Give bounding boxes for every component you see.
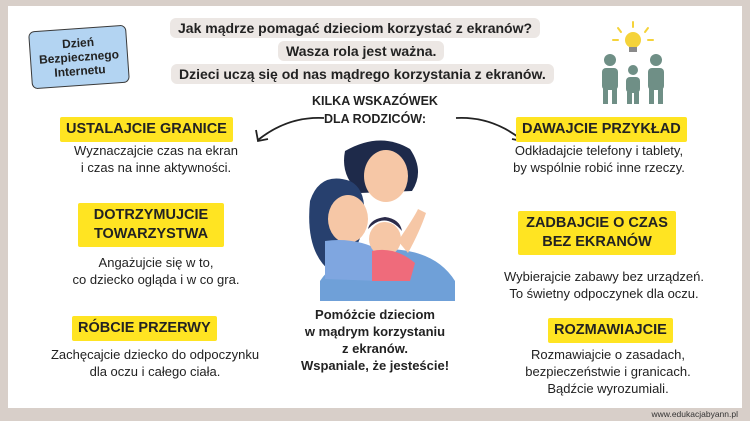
text-keep-company: Angażujcie się w to, co dziecko ogląda i w co gra. xyxy=(72,255,240,287)
header-role: Wasza rola jest ważna. xyxy=(278,41,444,61)
text-take-breaks: Zachęcajcie dziecko do odpoczynku dla oczu i całego ciała. xyxy=(50,347,260,379)
tips-title: KILKA WSKAZÓWEK DLA RODZICÓW: xyxy=(312,94,438,126)
header-learning: Dzieci uczą się od nas mądrego korzystania z ekranów. xyxy=(171,64,554,84)
heading-set-example: DAWAJCIE PRZYKŁAD xyxy=(516,117,687,142)
header-question: Jak mądrze pomagać dzieciom korzystać z ekranów? xyxy=(170,18,540,38)
heading-screen-free-time: ZADBAJCIE O CZAS BEZ EKRANÓW xyxy=(518,211,676,255)
heading-talk: ROZMAWIAJCIE xyxy=(548,318,673,343)
safer-internet-day-badge: Dzień Bezpiecznego Internetu xyxy=(28,25,130,90)
text-screen-free-time: Wybierajcie zabawy bez urządzeń. To świetny odpoczynek dla oczu. xyxy=(503,269,705,301)
text-set-example: Odkładajcie telefony i tablety, by wspólnie robić inne rzeczy. xyxy=(513,143,685,175)
text-set-limits: Wyznaczajcie czas na ekran i czas na inne aktywności. xyxy=(74,143,238,175)
infographic-card xyxy=(8,6,742,419)
footer-url: www.edukacjabyann.pl xyxy=(651,409,738,419)
parent-hugging-child-illustration xyxy=(300,131,470,301)
family-with-lightbulb-icon xyxy=(588,20,678,108)
text-talk: Rozmawiajcie o zasadach, bezpieczeństwie i granicach. Bądźcie wyrozumiali. xyxy=(525,347,691,396)
heading-set-limits: USTALAJCIE GRANICE xyxy=(60,117,233,142)
encouragement-text: Pomóżcie dzieciom w mądrym korzystaniu z ekranów. Wspaniale, że jesteście! xyxy=(300,307,450,373)
heading-keep-company: DOTRZYMUJCIE TOWARZYSTWA xyxy=(78,203,224,247)
heading-take-breaks: RÓBCIE PRZERWY xyxy=(72,316,217,341)
